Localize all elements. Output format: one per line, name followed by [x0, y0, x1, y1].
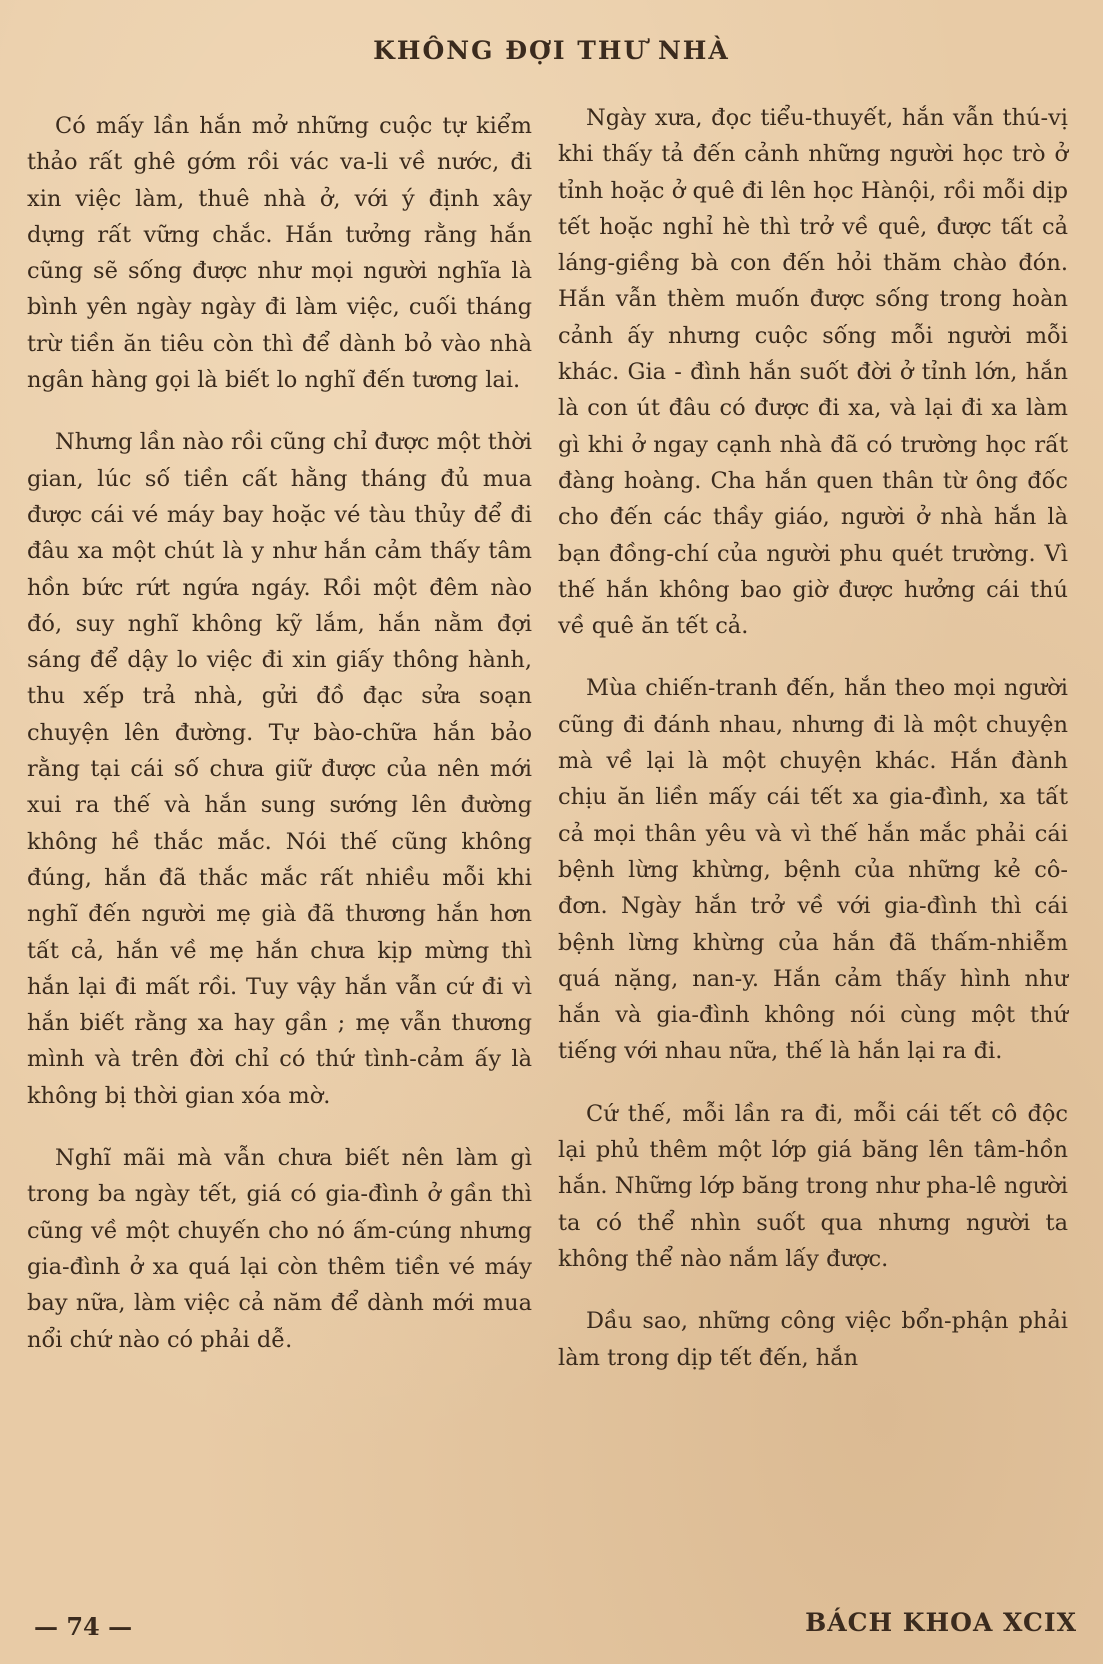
publication-name: BÁCH KHOA XCIX — [805, 1608, 1077, 1637]
right-paragraph-2: Mùa chiến-tranh đến, hắn theo mọi người cũng đi đánh nhau, nhưng đi là một chuyện mà về lại là một chuyện khác. Hắn đành chịu ăn liền mấy cái tết xa gia-đình, xa tất cả mọi thân yêu và vì thế hắn mắc phải cái bệnh lừng khừng, bệnh của những kẻ cô-đơn. Ngày hắn trở về với gia-đình thì cái bệnh lừng khừng của hắn đã thấm-nhiễm quá nặng, nan-y. Hắn cảm thấy hình như hắn và gia-đình không nói cùng một thứ tiếng với nhau nữa, thế là hắn lại ra đi. — [558, 675, 1068, 1065]
right-paragraph-1: Ngày xưa, đọc tiểu-thuyết, hắn vẫn thú-vị khi thấy tả đến cảnh những người học trò ở tỉnh hoặc ở quê đi lên học Hànội, rồi mỗi dịp tết hoặc nghỉ hè thì trở về quê, được tất cả láng-giềng bà con đến hỏi thăm chào đón. Hắn vẫn thèm muốn được sống trong hoàn cảnh ấy nhưng cuộc sống mỗi người mỗi khác. Gia - đình hắn suốt đời ở tỉnh lớn, hắn là con út đâu có được đi xa, và lại đi xa làm gì khi ở ngay cạnh nhà đã có trường học rất đàng hoàng. Cha hắn quen thân từ ông đốc cho đến các thầy giáo, người ở nhà hắn là bạn đồng-chí của người phu quét trường. Vì thế hắn không bao giờ được hưởng cái thú về quê ăn tết cả. — [558, 105, 1068, 640]
right-paragraph-3: Cứ thế, mỗi lần ra đi, mỗi cái tết cô độc lại phủ thêm một lớp giá băng lên tâm-hồn hắn. Những lớp băng trong như pha-lê người ta có thể nhìn suốt qua nhưng người ta không thể nào nắm lấy được. — [558, 1100, 1068, 1272]
left-paragraph-1: Có mấy lần hắn mở những cuộc tự kiểm thảo rất ghê gớm rồi vác va-li về nước, đi xin việc làm, thuê nhà ở, với ý định xây dựng rất vững chắc. Hắn tưởng rằng hắn cũng sẽ sống được như mọi người nghĩa là bình yên ngày ngày đi làm việc, cuối tháng trừ tiền ăn tiêu còn thì để dành bỏ vào nhà ngân hàng gọi là biết lo nghĩ đến tương lai. — [27, 113, 532, 394]
left-column — [27, 108, 532, 1384]
right-column — [558, 100, 1068, 1402]
page-number: — 74 — — [34, 1612, 133, 1641]
left-paragraph-2: Nhưng lần nào rồi cũng chỉ được một thời gian, lúc số tiền cất hằng tháng đủ mua được cái vé máy bay hoặc vé tàu thủy để đi đâu xa một chút là y như hắn cảm thấy tâm hồn bức rứt ngứa ngáy. Rồi một đêm nào đó, suy nghĩ không kỹ lắm, hắn nằm đợi sáng để dậy lo việc đi xin giấy thông hành, thu xếp trả nhà, gửi đồ đạc sửa soạn chuyện lên đường. Tự bào-chữa hắn bảo rằng tại cái số chưa giữ được của nên mới xui ra thế và hắn sung sướng lên đường không hề thắc mắc. Nói thế cũng không đúng, hắn đã thắc mắc rất nhiều mỗi khi nghĩ đến người mẹ già đã thương hắn hơn tất cả, hắn về mẹ hắn chưa kịp mừng thì hắn lại đi mất rồi. Tuy vậy hắn vẫn cứ đi vì hắn biết rằng xa hay gần ; mẹ vẫn thương mình và trên đời chỉ có thứ tình-cảm ấy là không bị thời gian xóa mờ. — [27, 429, 532, 1109]
right-paragraph-4: Dầu sao, những công việc bổn-phận phải làm trong dịp tết đến, hắn — [558, 1308, 1068, 1371]
page-header-title: KHÔNG ĐỢI THƯ NHÀ — [373, 36, 730, 65]
left-paragraph-3: Nghĩ mãi mà vẫn chưa biết nên làm gì trong ba ngày tết, giá có gia-đình ở gần thì cũng về một chuyến cho nó ấm-cúng nhưng gia-đình ở xa quá lại còn thêm tiền vé máy bay nữa, làm việc cả năm để dành mới mua nổi chứ nào có phải dễ. — [27, 1145, 532, 1353]
